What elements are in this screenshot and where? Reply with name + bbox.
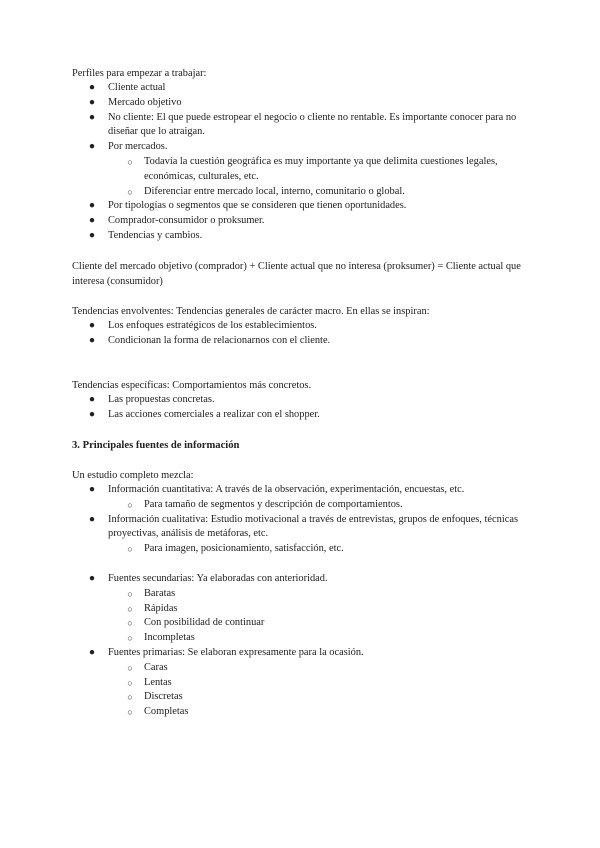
bullet: ● <box>88 483 96 495</box>
envolventes-list <box>72 319 532 349</box>
bullet: ● <box>88 96 96 108</box>
list-item: ● Cliente actual <box>72 81 532 96</box>
bullet: ○ <box>127 677 133 688</box>
list-item: ● Comprador-consumidor o proksumer. <box>72 214 532 229</box>
sub-list-item: ○ Para tamaño de segmentos y descripción de comportamientos. <box>72 498 532 513</box>
bullet: ○ <box>127 618 133 629</box>
bullet: ● <box>88 572 96 584</box>
bullet: ○ <box>127 156 133 167</box>
sub-list-item: ○ Baratas <box>72 587 532 602</box>
bullet: ○ <box>127 499 133 510</box>
list-item: ● Información cuantitativa: A través de la observación, experimentación, encuestas, etc. <box>72 483 532 498</box>
sub-list-item: ○ Caras <box>72 661 532 676</box>
formula-paragraph: Cliente del mercado objetivo (comprador) + Cliente actual que no interesa (proksumer) = Cliente actual que interesa (consumidor) <box>72 260 521 287</box>
sub-list-item: ○ Discretas <box>72 690 532 705</box>
bullet: ● <box>88 82 96 93</box>
bullet: ● <box>88 513 96 525</box>
especificas-list <box>72 393 532 423</box>
list-item: ● Fuentes secundarias: Ya elaboradas con anterioridad. <box>72 572 532 587</box>
estudio-intro: Un estudio completo mezcla: <box>72 469 194 481</box>
fuentes-tipos-list <box>72 572 532 720</box>
list-item: ● Condicionan la forma de relacionarnos con el cliente. <box>72 334 532 349</box>
section-heading: 3. Principales fuentes de información <box>72 439 240 451</box>
sub-list-item: ○ Para imagen, posicionamiento, satisfacción, etc. <box>72 542 532 557</box>
sub-list-item: ○ Lentas <box>72 676 532 691</box>
bullet: ○ <box>127 588 133 599</box>
list-item: ● Mercado objetivo <box>72 96 532 111</box>
perfiles-intro: Perfiles para empezar a trabajar: <box>72 68 207 79</box>
list-item: ● Fuentes primarias: Se elaboran expresamente para la ocasión. <box>72 646 532 661</box>
bullet: ○ <box>127 707 133 718</box>
especificas-intro: Tendencias específicas: Comportamientos más concretos. <box>72 380 312 392</box>
sub-list-item: ○ Rápidas <box>72 602 532 617</box>
bullet: ○ <box>127 633 133 644</box>
bullet: ● <box>88 141 96 153</box>
list-item: ● Por mercados. <box>72 140 532 155</box>
bullet: ● <box>88 319 96 331</box>
sub-list-item: ○ Con posibilidad de continuar <box>72 616 532 631</box>
document-page <box>72 66 532 720</box>
sub-list-item: ○ Todavía la cuestión geográfica es muy importante ya que delimita cuestiones legales, económicas, culturales, etc. <box>127 155 498 182</box>
list-item: ● Las propuestas concretas. <box>72 393 532 408</box>
bullet: ● <box>88 394 96 406</box>
bullet: ○ <box>127 544 133 555</box>
list-item: ● No cliente: El que puede estropear el negocio o cliente no rentable. Es importante conocer para no diseñar que lo atraigan. <box>88 111 517 138</box>
sub-list-item: ○ Diferenciar entre mercado local, interno, comunitario o global. <box>72 185 532 200</box>
bullet: ○ <box>127 692 133 703</box>
perfiles-list <box>72 81 532 244</box>
sub-list-item: ○ Completas <box>72 705 532 720</box>
bullet: ○ <box>127 603 133 614</box>
bullet: ● <box>88 200 96 212</box>
bullet: ● <box>88 111 96 123</box>
list-item: ● Tendencias y cambios. <box>72 229 532 244</box>
bullet: ● <box>88 646 96 658</box>
bullet: ○ <box>127 186 133 197</box>
bullet: ● <box>88 229 96 241</box>
list-item: ● Los enfoques estratégicos de los establecimientos. <box>72 319 532 334</box>
list-item: ● Por tipologías o segmentos que se consideren que tienen oportunidades. <box>72 199 532 214</box>
bullet: ● <box>88 215 96 227</box>
list-item: ● Información cualitativa: Estudio motivacional a través de entrevistas, grupos de enfoques, técnicas proyectivas, análisis de metáforas, etc. <box>88 513 519 540</box>
bullet: ○ <box>127 662 133 673</box>
bullet: ● <box>88 334 96 346</box>
list-item: ● Las acciones comerciales a realizar con el shopper. <box>72 408 532 423</box>
sub-list-item: ○ Incompletas <box>72 631 532 646</box>
envolventes-intro: Tendencias envolventes: Tendencias generales de carácter macro. En ellas se inspiran: <box>72 305 430 317</box>
bullet: ● <box>88 409 96 421</box>
fuentes-list <box>72 483 532 557</box>
